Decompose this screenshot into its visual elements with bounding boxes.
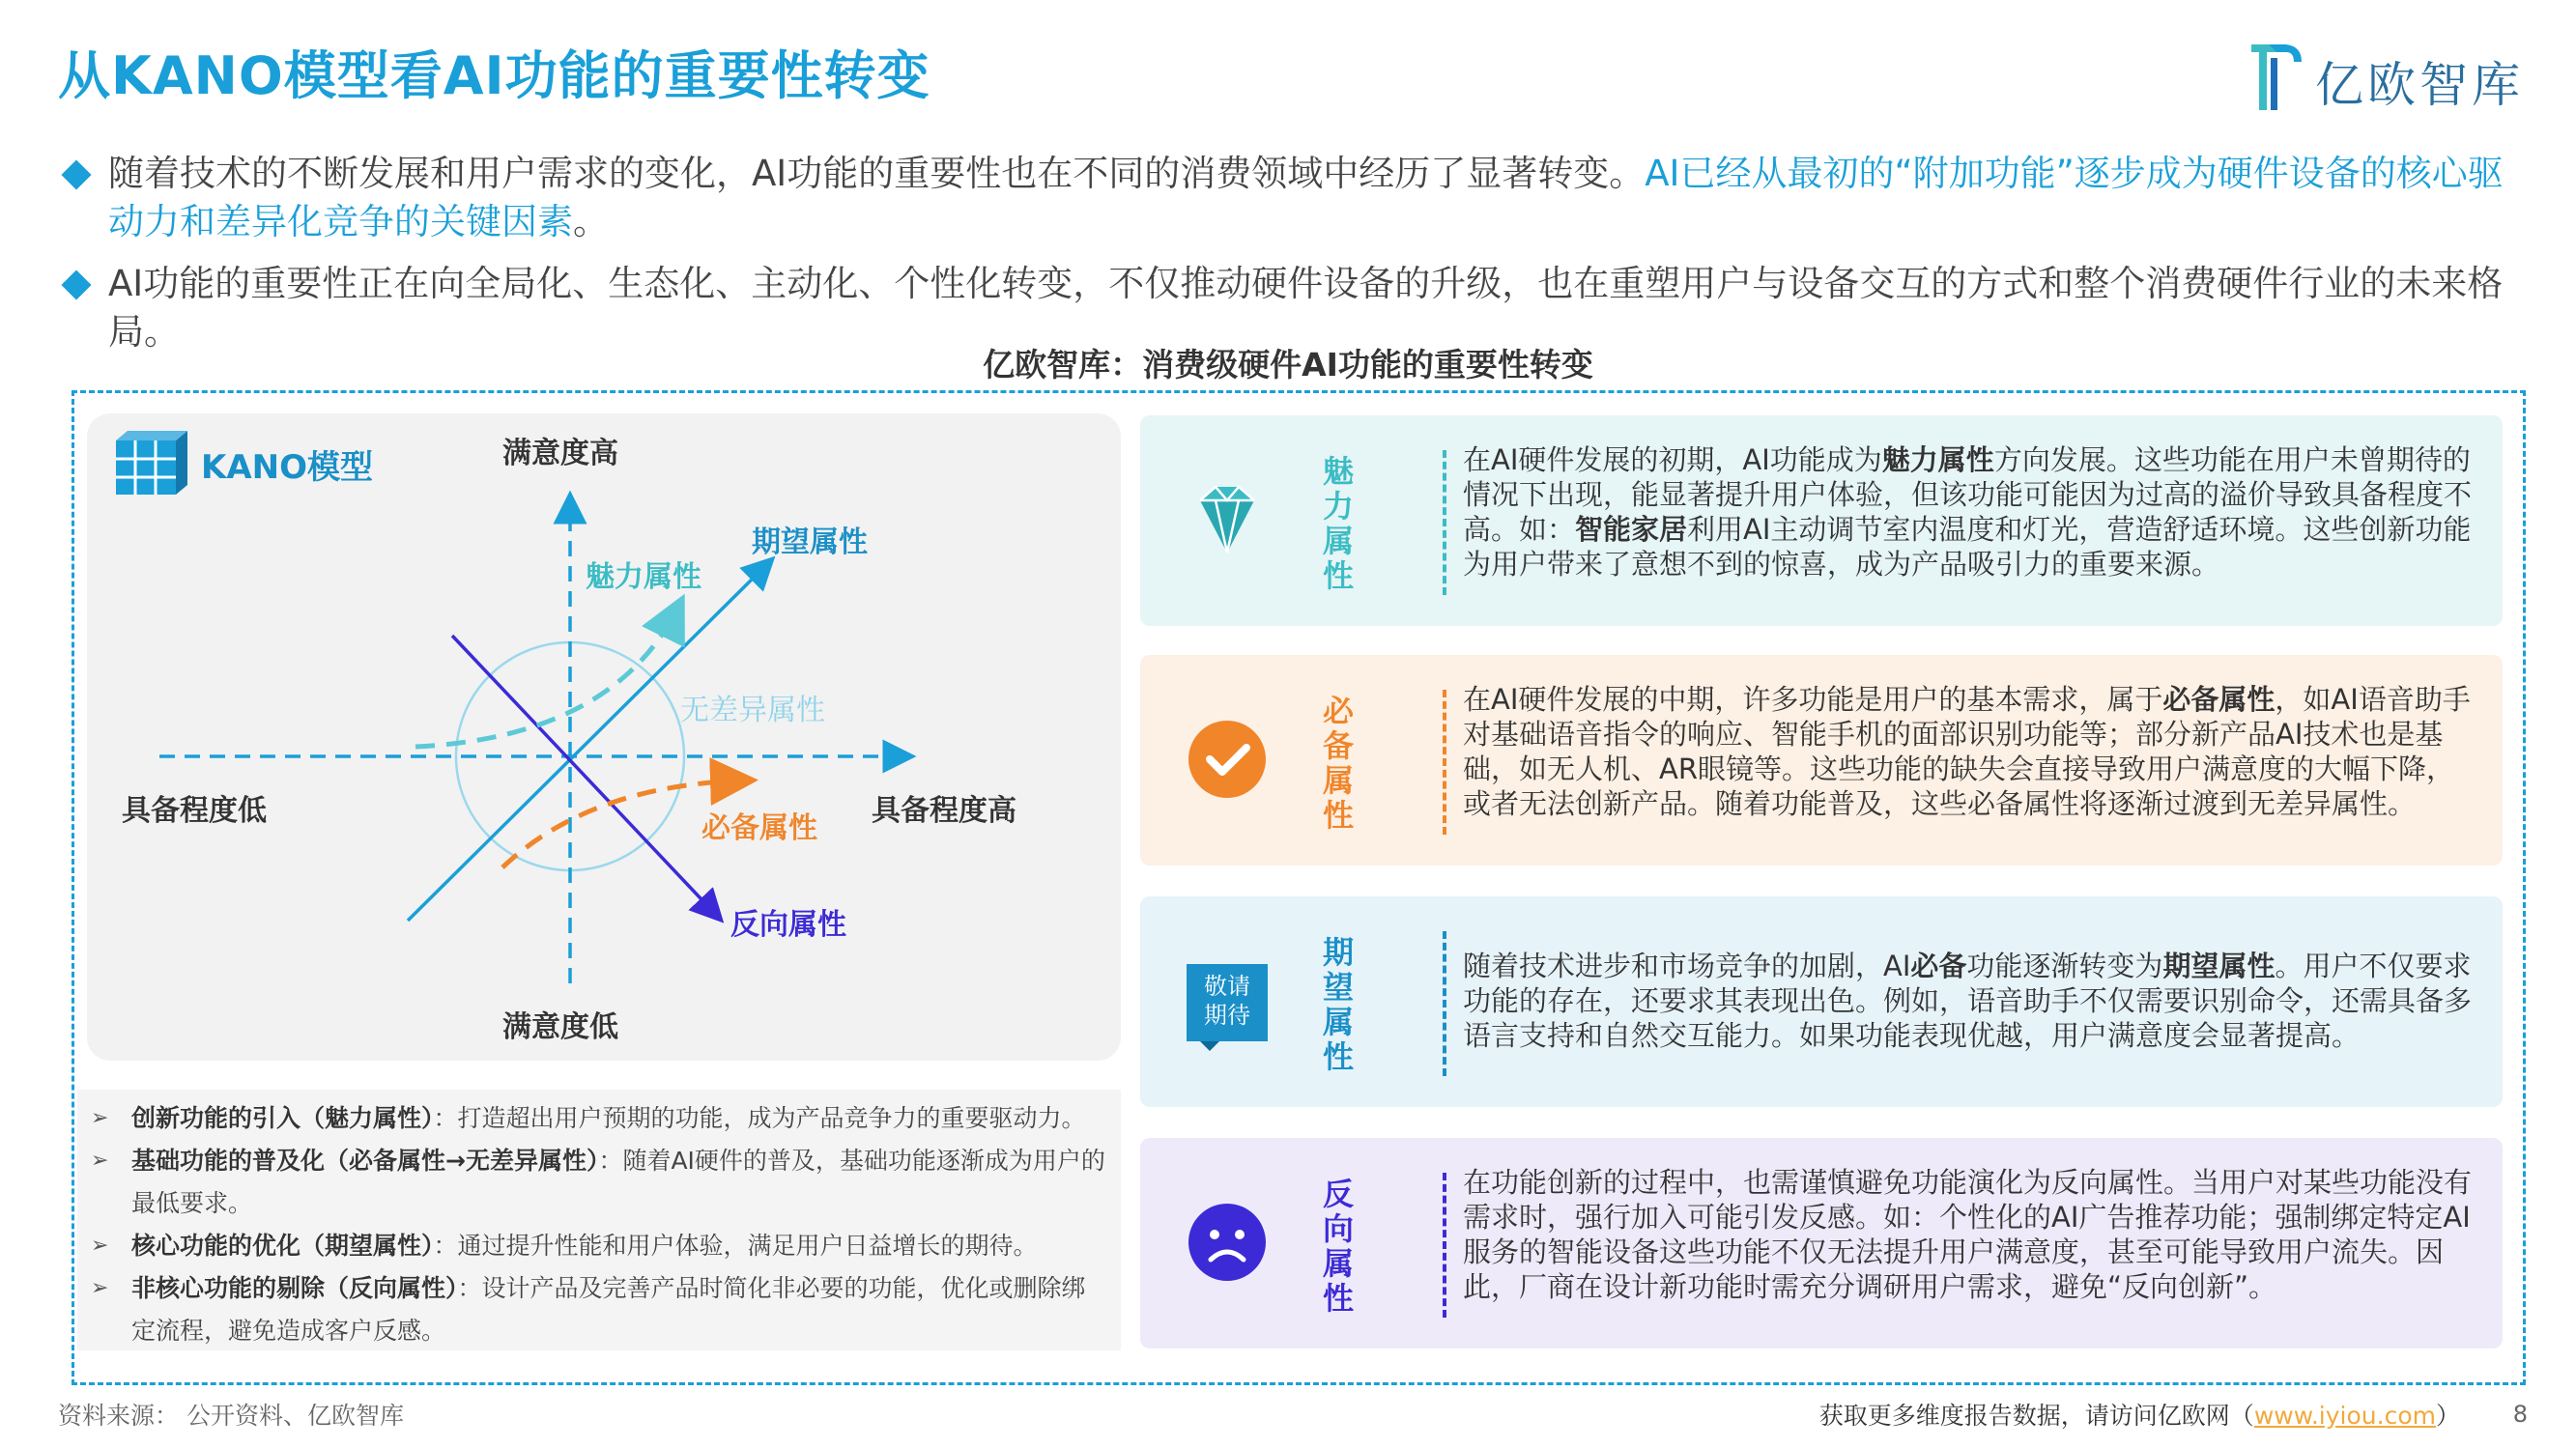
list-item-title: 非核心功能的剔除（反向属性） <box>131 1274 458 1302</box>
axis-top-label: 满意度高 <box>502 437 618 470</box>
company-logo <box>2247 39 2528 116</box>
card-description <box>1463 949 2477 1053</box>
axis-bottom-label: 满意度低 <box>502 1010 618 1044</box>
grid-cube-icon <box>116 431 187 495</box>
body-text: 在AI硬件发展的初期，AI功能成为 <box>1463 443 1882 476</box>
list-item-title: 创新功能的引入（魅力属性） <box>131 1104 434 1132</box>
card-category-char: 力 <box>1322 488 1354 525</box>
card-category-char: 魅 <box>1322 453 1354 490</box>
body-text: 在AI硬件发展的中期，许多功能是用户的基本需求，属于 <box>1463 683 2163 716</box>
axis-right-label: 具备程度高 <box>872 794 1016 828</box>
check-circle-icon <box>1179 711 1275 808</box>
charm-label: 魅力属性 <box>586 560 701 594</box>
arrow-bullet-icon: ➢ <box>91 1149 109 1173</box>
card-category-char: 属 <box>1322 1004 1354 1040</box>
reverse-attribute-card <box>1140 1138 2503 1349</box>
arrow-bullet-icon: ➢ <box>91 1234 109 1258</box>
charm-curve <box>415 607 678 747</box>
list-item-text: ：通过提升性能和用户体验，满足用户日益增长的期待。 <box>433 1232 1038 1260</box>
card-category-char: 期 <box>1322 934 1354 971</box>
diamond-bullet-icon <box>61 159 91 189</box>
logo-mark-icon <box>2247 39 2305 114</box>
footer-text: 获取更多维度报告数据，请访问亿欧网（ <box>1818 1402 2254 1430</box>
emphasis-text: 魅力属性 <box>1881 443 1994 476</box>
emphasis-text: 智能家居 <box>1575 513 1688 546</box>
reverse-line <box>452 636 717 916</box>
list-item-text: ：打造超出用户预期的功能，成为产品竞争力的重要驱动力。 <box>433 1104 1086 1132</box>
card-divider <box>1443 450 1446 595</box>
footer-close: ） <box>2435 1402 2460 1430</box>
card-category <box>1319 454 1358 593</box>
card-divider <box>1443 690 1446 835</box>
source-note: 资料来源： 公开资料、亿欧智库 <box>58 1402 404 1430</box>
card-divider <box>1443 931 1446 1076</box>
website-link[interactable]: www.iyiou.com <box>2253 1402 2436 1430</box>
body-text: 。用户不仅要求功能的存在，还要求其表现出色。例如，语音助手不仅需要识别命令，还需具备多语言支持和自然交互能力。如果功能表现优越，用户满意度会显著提高。 <box>1463 950 2473 1052</box>
figure-subtitle: 亿欧智库：消费级硬件AI功能的重要性转变 <box>983 346 1593 383</box>
charm-attribute-card <box>1140 415 2503 626</box>
body-text: ，如AI语音助手对基础语音指令的响应、智能手机的面部识别功能等；部分新产品AI技术也是基础，如无人机、AR眼镜等。这些功能的缺失会直接导致用户满意度的大幅下降，或者无法创新产品。随着功能普及，这些必备属性将逐渐过渡到无差异属性。 <box>1463 683 2471 820</box>
body-text: 随着技术进步和市场竞争的加剧，AI <box>1463 950 1911 982</box>
kano-model-panel <box>87 413 1121 1061</box>
body-text: 利用AI主动调节室内温度和灯光，营造舒适环境。这些创新功能为用户带来了意想不到的惊喜，成为产品吸引力的重要来源。 <box>1463 513 2472 581</box>
card-description <box>1463 442 2477 582</box>
footer-note <box>1819 1397 2460 1432</box>
card-category-char: 属 <box>1322 1245 1354 1282</box>
strategy-list <box>77 1090 1121 1350</box>
arrow-bullet-icon: ➢ <box>91 1276 109 1300</box>
bullet-highlight: AI已经从最初的“附加功能”逐步成为硬件设备的核心驱动力和差异化竞争的关键因素 <box>108 153 2504 242</box>
card-divider <box>1443 1173 1446 1318</box>
kano-diagram <box>87 413 1121 1061</box>
bullet-list <box>58 150 2532 370</box>
card-category-char: 备 <box>1322 727 1354 764</box>
card-category-char: 望 <box>1322 969 1354 1006</box>
diamond-icon <box>1179 471 1275 568</box>
card-description <box>1463 682 2477 821</box>
list-item-title: 核心功能的优化（期望属性） <box>131 1232 434 1260</box>
badge-icon <box>1187 964 1268 1041</box>
card-description <box>1463 1165 2477 1304</box>
card-category <box>1319 694 1358 833</box>
body-text: 在功能创新的过程中，也需谨慎避免功能演化为反向属性。当用户对某些功能没有需求时，强行加入可能引发反感。如：个性化的AI广告推荐功能；强制绑定特定AI服务的智能设备这些功能不仅无法提升用户满意度，甚至可能导致用户流失。因此，厂商在设计新功能时需充分调研用户需求，避免“反向创新”。 <box>1463 1166 2473 1303</box>
card-category-char: 性 <box>1322 1038 1354 1075</box>
must-be-attribute-card <box>1140 655 2503 866</box>
arrow-bullet-icon: ➢ <box>91 1106 109 1130</box>
card-category-char: 属 <box>1322 523 1354 559</box>
list-item-text: ：随着AI硬件的普及，基础功能逐渐成为用户的最低要求。 <box>131 1147 1105 1217</box>
expected-attribute-card <box>1140 896 2503 1107</box>
card-category-char: 性 <box>1322 797 1354 834</box>
axis-left-label: 具备程度低 <box>122 794 267 828</box>
card-category-char: 向 <box>1322 1210 1354 1247</box>
card-category <box>1319 1177 1358 1316</box>
page-number: 8 <box>2512 1401 2528 1428</box>
page-title: 从KANO模型看AI功能的重要性转变 <box>58 45 930 106</box>
body-text: 功能逐渐转变为 <box>1966 950 2163 982</box>
sad-face-icon <box>1179 1194 1275 1291</box>
expected-label: 期望属性 <box>752 525 868 559</box>
bullet-item <box>58 150 2532 246</box>
bullet-text: 随着技术的不断发展和用户需求的变化，AI功能的重要性也在不同的消费领域中经历了显著转变。 <box>108 153 1646 194</box>
reverse-label: 反向属性 <box>730 908 846 942</box>
list-item-text: ：设计产品及完善产品时简化非必要的功能，优化或删除绑定流程，避免造成客户反感。 <box>131 1274 1086 1345</box>
card-category-char: 反 <box>1322 1176 1354 1212</box>
badge-text-line: 期待 <box>1204 1002 1250 1029</box>
badge-text-line: 敬请 <box>1204 973 1250 1000</box>
card-category-char: 必 <box>1322 693 1354 729</box>
emphasis-text: 期望属性 <box>2162 950 2275 982</box>
list-item-title: 基础功能的普及化（必备属性→无差异属性） <box>131 1147 599 1175</box>
card-category-char: 属 <box>1322 762 1354 799</box>
body-text: 方向发展。这些功能在用户未曾期待的情况下出现，能显著提升用户体验，但该功能可能因为过高的溢价导致具备程度不高。如： <box>1463 443 2473 546</box>
bullet-text: AI功能的重要性正在向全局化、生态化、主动化、个性化转变，不仅推动硬件设备的升级，也在重塑用户与设备交互的方式和整个消费硬件行业的未来格局。 <box>108 263 2504 353</box>
bullet-tail: 。 <box>573 201 609 242</box>
diamond-bullet-icon <box>61 270 91 299</box>
must-be-label: 必备属性 <box>701 811 817 845</box>
card-category <box>1319 935 1358 1074</box>
emphasis-text: 必备 <box>1910 950 1967 982</box>
card-category-char: 性 <box>1322 557 1354 594</box>
kano-label: KANO模型 <box>201 448 374 487</box>
logo-text: 亿欧智库 <box>2315 57 2524 113</box>
indifferent-label: 无差异属性 <box>680 694 825 727</box>
card-category-char: 性 <box>1322 1280 1354 1317</box>
emphasis-text: 必备属性 <box>2162 683 2275 716</box>
